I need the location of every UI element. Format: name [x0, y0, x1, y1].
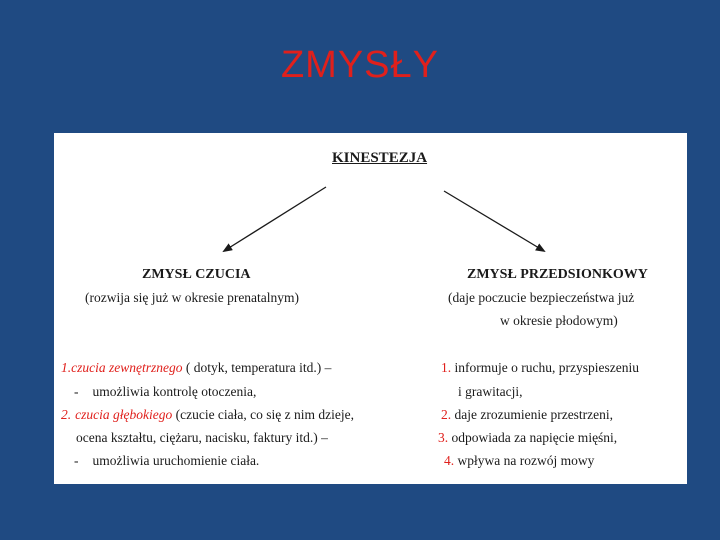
arrow-right — [444, 191, 544, 251]
left-item-1-text: ( dotyk, temperatura itd.) – — [182, 360, 332, 375]
left-subtitle: (rozwija się już w okresie prenatalnym) — [85, 290, 300, 305]
left-item-1-term: czucia zewnętrznego — [71, 360, 183, 375]
left-item-2-text: umożliwia kontrolę otoczenia, — [92, 384, 257, 399]
right-item-2: i grawitacji, — [458, 384, 523, 399]
right-item-5 — [444, 454, 594, 468]
right-item-4-num: 3. — [438, 430, 449, 445]
right-subtitle-line1: (daje poczucie bezpieczeństwa już — [448, 290, 635, 305]
left-item-3-text: (czucie ciała, co się z nim dzieje, — [172, 407, 354, 422]
right-item-3-num: 2. — [441, 407, 452, 422]
left-item-3-num: 2. — [61, 407, 72, 422]
left-item-5 — [74, 454, 259, 468]
arrow-left — [224, 187, 326, 251]
left-item-4: ocena kształtu, ciężaru, nacisku, faktury itd.) – — [76, 430, 328, 445]
left-heading: ZMYSŁ CZUCIA — [142, 267, 251, 282]
left-item-2-dash: - — [74, 384, 79, 399]
slide-title: ZMYSŁY — [280, 44, 440, 86]
left-item-1-num: 1. — [61, 360, 72, 375]
diagram-panel — [54, 133, 687, 484]
right-item-3-text: daje zrozumienie przestrzeni, — [451, 407, 614, 422]
right-heading: ZMYSŁ PRZEDSIONKOWY — [467, 267, 648, 282]
left-item-5-text: umożliwia uruchomienie ciała. — [92, 453, 260, 468]
left-item-2 — [74, 385, 256, 399]
left-item-3 — [61, 408, 354, 422]
root-node-kinestezja: KINESTEZJA — [332, 150, 428, 166]
right-item-1-text: informuje o ruchu, przyspieszeniu — [451, 360, 639, 375]
left-item-1 — [61, 361, 331, 375]
right-item-5-text: wpływa na rozwój mowy — [454, 453, 595, 468]
right-subtitle-line2: w okresie płodowym) — [500, 313, 618, 328]
right-item-4-text: odpowiada za napięcie mięśni, — [448, 430, 618, 445]
left-item-3-term: czucia głębokiego — [75, 407, 173, 422]
right-item-4 — [438, 431, 617, 445]
right-item-1 — [441, 361, 639, 375]
right-item-1-num: 1. — [441, 360, 452, 375]
right-item-3 — [441, 408, 613, 422]
left-item-5-dash: - — [74, 453, 79, 468]
right-item-5-num: 4. — [444, 453, 455, 468]
